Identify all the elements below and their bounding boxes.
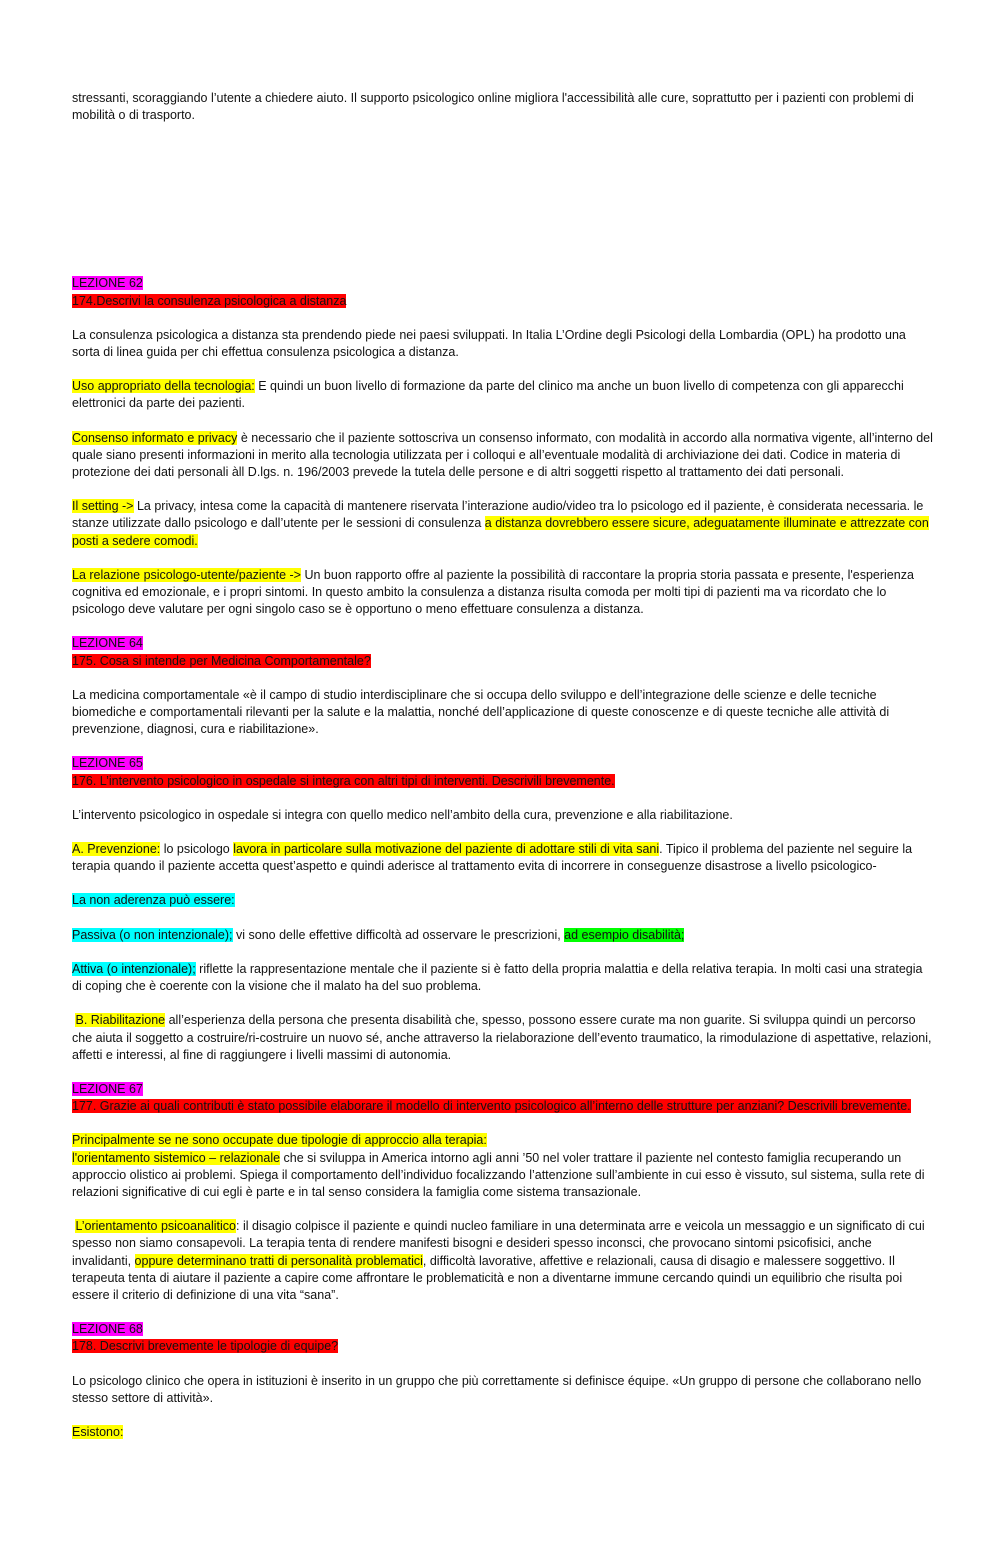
question-177-text: 177. Grazie ai quali contributi è stato possibile elaborare il modello di intervento psicologico all’interno delle strutture per anziani? Descrivili brevemente. [72,1099,911,1114]
lesson-67-label: LEZIONE 67 [72,1081,143,1096]
s65-riabilitazione-paragraph [72,1012,934,1064]
s67-principalmente-text: Principalmente se ne sono occupate due tipologie di approccio alla terapia: [72,1133,487,1148]
s62-setting-paragraph [72,498,934,550]
spacer [72,124,934,275]
s62-setting-highlight: a distanza dovrebbero essere sicure, adeguatamente illuminate e attrezzate con posti a sedere comodi. [72,516,929,548]
lesson-64-header [72,635,934,652]
s65-attiva-paragraph [72,961,934,995]
s62-relazione-label: La relazione psicologo-utente/paziente -> [72,567,301,582]
s62-uso-text: E quindi un buon livello di formazione da parte del clinico ma anche un buon livello di competenza con gli apparecchi elettronici da parte dei pazienti. [72,379,904,411]
intro-paragraph: stressanti, scoraggiando l’utente a chiedere aiuto. Il supporto psicologico online migliora l'accessibilità alle cure, soprattutto per i pazienti con problemi di mobilità o di trasporto. [72,91,914,123]
s67-sistemico-label: l'orientamento sistemico – relazionale [72,1150,281,1165]
question-176 [72,773,934,790]
lesson-68-header [72,1321,934,1338]
s65-passiva-label: Passiva (o non intenzionale); [72,927,233,942]
s67-psicoanalitico-label: L’orientamento psicoanalitico [75,1219,237,1234]
s64-paragraph-1: La medicina comportamentale «è il campo di studio interdisciplinare che si occupa dello sviluppo e dell’integrazione delle scienze e delle tecniche biomediche e comportamentali rilevanti per la salute e la malattia, nonché dell’applicazione di queste conoscenze e di queste tecniche alle attività di prevenzione, diagnosi, cura e riabilitazione». [72,687,890,737]
s62-consenso-paragraph [72,430,934,482]
s67-sistemico-paragraph [72,1150,934,1202]
s62-consenso-text: è necessario che il paziente sottoscriva un consenso informato, con modalità in accordo alla normativa vigente, all’interno del quale siano presenti informazioni in merito alla tecnologia utilizzata per i colloqui e all’eventuale modalità di archiviazione dei dati. Codice in materia di protezione dei dati personali àll D.lgs. n. 196/2003 prevede la tutela delle persone e di altri soggetti rispetto al trattamento dei dati personali. [72,430,933,480]
s65-prevenzione-label: A. Prevenzione: [72,842,161,857]
lesson-68-label: LEZIONE 68 [72,1322,143,1337]
question-175 [72,653,934,670]
lesson-62-label: LEZIONE 62 [72,276,143,291]
s65-paragraph-1: L’intervento psicologico in ospedale si integra con quello medico nell’ambito della cura, prevenzione e alla riabilitazione. [72,807,733,822]
s65-passiva-highlight: ad esempio disabilità; [564,927,685,942]
s67-psicoanalitico-paragraph [72,1218,934,1304]
s68-esistono-line [72,1424,934,1441]
s62-consenso-label: Consenso informato e privacy [72,430,238,445]
question-178 [72,1338,934,1355]
s68-esistono-label: Esistono: [72,1424,124,1439]
s65-attiva-text: riflette la rappresentazione mentale che il paziente si è fatto della propria malattia e della relativa terapia. In molti casi una strategia di coping che è coerente con la visione che il malato ha del suo problema. [72,961,923,994]
s65-riabilitazione-label: B. Riabilitazione [75,1013,166,1028]
s67-psicoanalitico-highlight: oppure determinano tratti di personalità problematici [134,1253,423,1268]
lesson-67-header [72,1081,934,1098]
s65-riabilitazione-text: all’esperienza della persona che presenta disabilità che, spesso, possono essere curate ma non guarite. Si sviluppa quindi un percorso che aiuta il soggetto a costruire/ri-costruire un nuovo sé, anche attraverso la rielaborazione dell’evento traumatico, la rimodulazione di aspettative, relazioni, affetti e interessi, al fine di raggiungere i livelli massimi di autonomia. [72,1013,932,1062]
s65-prevenzione-text-2: . Tipico il problema del paziente nel seguire la terapia quando il paziente accetta quest’aspetto e quindi aderisce al trattamento evita di incorrere in conseguenze disastrose a livello psicologico- [72,842,913,874]
s65-attiva-label: Attiva (o intenzionale); [72,961,196,976]
s65-prevenzione-paragraph [72,841,934,875]
s62-uso-paragraph [72,378,934,412]
s67-sistemico-text: che si sviluppa in America intorno agli anni ’50 nel voler trattare il paziente nel contesto famiglia recuperando un approccio olistico ai problemi. Spiega il comportamento dell’individuo focalizzando l’attenzione sull’ambiente in cui esso è vissuto, sul sistema, sulla rete di relazioni significative di cui egli è parte e in tal senso considera la famiglia come sistema transazionale. [72,1150,925,1199]
s67-psicoanalitico-text-2: , difficoltà lavorative, affettive e relazionali, causa di disagio e malessere soggettivo. Il terapeuta tenta di aiutare il paziente a capire come affrontare le problematicità e non a diventarne immune cercando quindi un equilibrio che risulta poi essere il criterio di definizione di una vita “sana”. [72,1253,903,1302]
s62-setting-text: La privacy, intesa come la capacità di mantenere riservata l’interazione audio/video tra lo psicologo ed il paziente, è considerata necessaria. le stanze utilizzate dallo psicologo e dall’utente per le sessioni di consulenza [72,499,924,531]
s62-relazione-paragraph [72,567,934,619]
s68-paragraph-1: Lo psicologo clinico che opera in istituzioni è inserito in un gruppo che più correttamente si definisce équipe. «Un gruppo di persone che collaborano nello stesso settore di attività». [72,1373,922,1405]
s62-paragraph-1: La consulenza psicologica a distanza sta prendendo piede nei paesi sviluppati. In Italia L’Ordine degli Psicologi della Lombardia (OPL) ha prodotto una sorta di linea guida per chi effettua consulenza psicologica a distanza. [72,327,906,360]
lesson-64-label: LEZIONE 64 [72,636,143,651]
question-175-text: 175. Cosa si intende per Medicina Comportamentale? [72,653,371,668]
document-page [72,90,934,1441]
question-176-text: 176. L’intervento psicologico in ospedale si integra con altri tipi di interventi. Descrivili brevemente. [72,773,615,788]
s67-principalmente-line [72,1132,934,1149]
s62-setting-label: Il setting -> [72,499,134,514]
s65-prevenzione-highlight: lavora in particolare sulla motivazione del paziente di adottare stili di vita sani [233,842,660,857]
question-177 [72,1098,934,1115]
s65-passiva-text: vi sono delle effettive difficoltà ad osservare le prescrizioni, [232,927,565,942]
s65-nonaderenza-line [72,892,934,909]
lesson-62-header [72,275,934,292]
s62-uso-label: Uso appropriato della tecnologia: [72,379,255,394]
s62-relazione-text: Un buon rapporto offre al paziente la possibilità di raccontare la propria storia passata e presente, l'esperienza cognitiva ed emozionale, e i propri sintomi. In questo ambito la consulenza a distanza risulta comoda per molti tipi di pazienti ma va ricordato che lo psicologo deve valutare per ogni singolo caso se è opportuno o meno effettuare consulenza a distanza. [72,567,914,617]
question-178-text: 178. Descrivi brevemente le tipologie di equipe? [72,1339,339,1354]
lesson-65-header [72,755,934,772]
s65-nonaderenza-label: La non aderenza può essere: [72,893,235,908]
s67-psicoanalitico-text-1: : il disagio colpisce il paziente e quindi nucleo familiare in una determinata arre e veicola un messaggio e un significato di cui spesso non siamo consapevoli. La terapia tenta di rendere manifesti bisogni e desideri spesso inconsci, che provocano sintomi psicofisici, anche invalidanti, [72,1219,925,1268]
s65-prevenzione-text-1: lo psicologo [160,842,234,857]
lesson-65-label: LEZIONE 65 [72,756,143,771]
question-174 [72,293,934,310]
s65-passiva-paragraph [72,927,934,944]
question-174-text: 174.Descrivi la consulenza psicologica a distanza [72,293,347,308]
